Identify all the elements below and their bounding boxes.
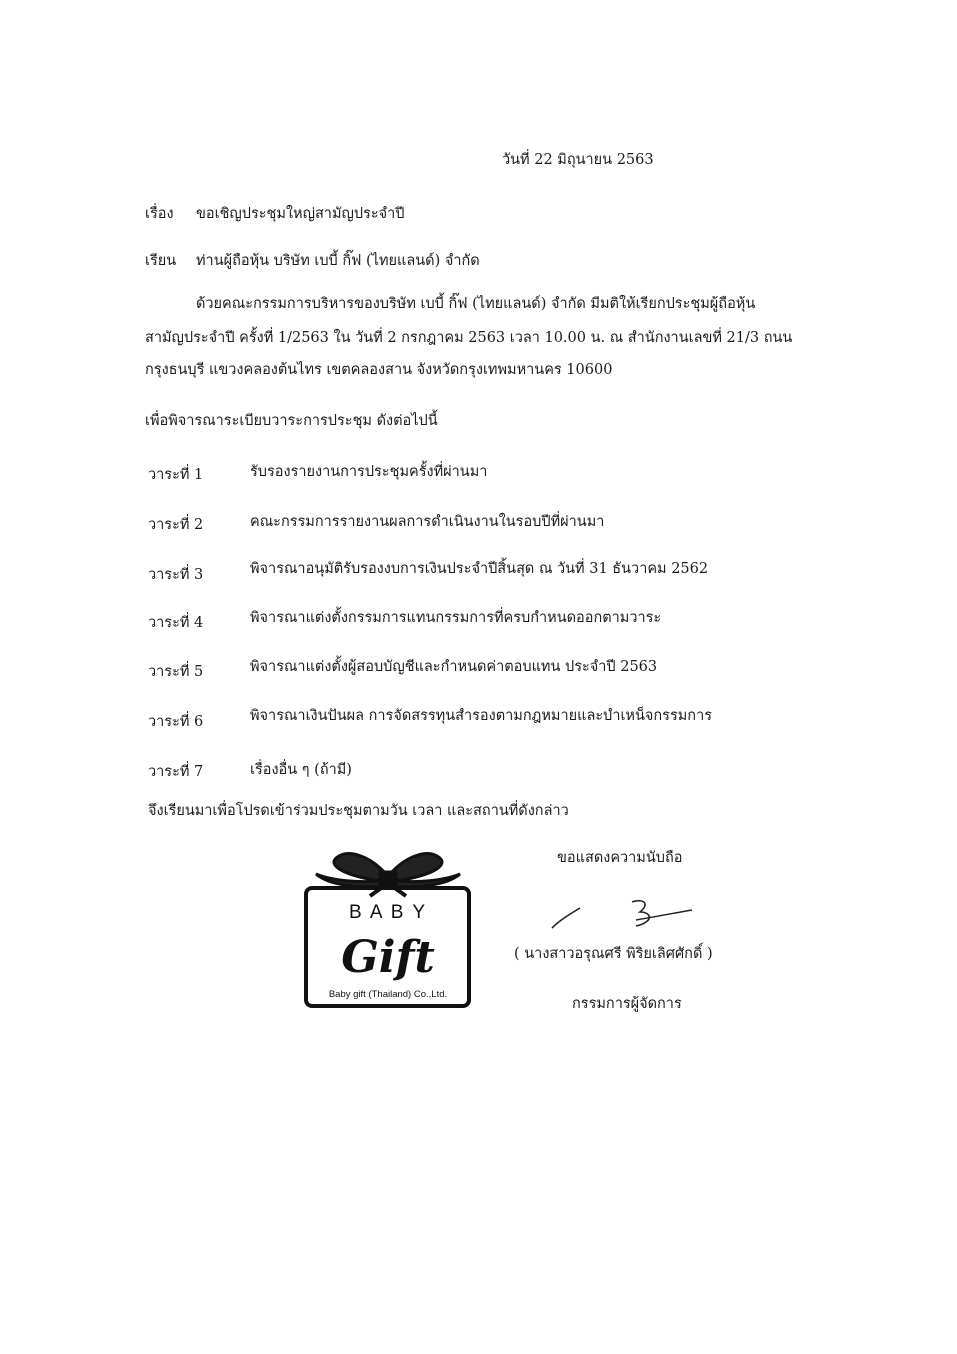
- agenda-label: วาระที่ 6: [148, 714, 204, 730]
- agenda-label: วาระที่ 1: [148, 467, 204, 483]
- recipient-label: เรียน: [145, 253, 177, 269]
- agenda-label: วาระที่ 4: [148, 615, 204, 631]
- agenda-text: พิจารณาเงินปันผล การจัดสรรทุนสำรองตามกฎหมายและบำเหน็จกรรมการ: [250, 708, 713, 724]
- regards-text: ขอแสดงความนับถือ: [557, 850, 683, 866]
- subject-label: เรื่อง: [145, 206, 174, 222]
- body-line-2: สามัญประจำปี ครั้งที่ 1/2563 ใน วันที่ 2 กรกฎาคม 2563 เวลา 10.00 น. ณ สำนักงานเลขที่ 21/3 ถนน: [145, 330, 793, 346]
- body-line-1: ด้วยคณะกรรมการบริหารของบริษัท เบบี้ กิ๊ฟ (ไทยแลนด์) จำกัด มีมติให้เรียกประชุมผู้ถือหุ้น: [196, 296, 756, 312]
- company-stamp: [300, 836, 475, 1011]
- stamp-bottom-text: Baby gift (Thailand) Co.,Ltd.: [328, 989, 448, 1000]
- agenda-intro: เพื่อพิจารณาระเบียบวาระการประชุม ดังต่อไปนี้: [145, 413, 438, 429]
- agenda-label: วาระที่ 7: [148, 764, 204, 780]
- stamp-brand-text: Gift: [341, 932, 435, 983]
- agenda-text: เรื่องอื่น ๆ (ถ้ามี): [250, 762, 352, 778]
- handwritten-signature: [540, 890, 700, 940]
- letter-date: วันที่ 22 มิถุนายน 2563: [502, 152, 654, 168]
- agenda-text: พิจารณาอนุมัติรับรองงบการเงินประจำปีสิ้นสุด ณ วันที่ 31 ธันวาคม 2562: [250, 561, 709, 577]
- signer-name: ( นางสาวอรุณศรี พิริยเลิศศักดิ์ ): [514, 946, 713, 962]
- body-line-3: กรุงธนบุรี แขวงคลองต้นไทร เขตคลองสาน จังหวัดกรุงเทพมหานคร 10600: [145, 362, 613, 378]
- recipient-text: ท่านผู้ถือหุ้น บริษัท เบบี้ กิ๊ฟ (ไทยแลนด์) จำกัด: [196, 253, 480, 269]
- agenda-text: คณะกรรมการรายงานผลการดำเนินงานในรอบปีที่ผ่านมา: [250, 514, 605, 530]
- agenda-text: พิจารณาแต่งตั้งกรรมการแทนกรรมการที่ครบกำหนดออกตามวาระ: [250, 610, 662, 626]
- closing-line: จึงเรียนมาเพื่อโปรดเข้าร่วมประชุมตามวัน เวลา และสถานที่ดังกล่าว: [148, 803, 569, 819]
- agenda-text: พิจารณาแต่งตั้งผู้สอบบัญชีและกำหนดค่าตอบแทน ประจำปี 2563: [250, 659, 658, 675]
- agenda-label: วาระที่ 5: [148, 664, 204, 680]
- agenda-label: วาระที่ 2: [148, 517, 204, 533]
- subject-text: ขอเชิญประชุมใหญ่สามัญประจำปี: [196, 206, 405, 222]
- signer-title: กรรมการผู้จัดการ: [572, 996, 682, 1012]
- stamp-top-text: B A B Y: [348, 902, 428, 923]
- agenda-text: รับรองรายงานการประชุมครั้งที่ผ่านมา: [250, 464, 488, 480]
- agenda-label: วาระที่ 3: [148, 567, 204, 583]
